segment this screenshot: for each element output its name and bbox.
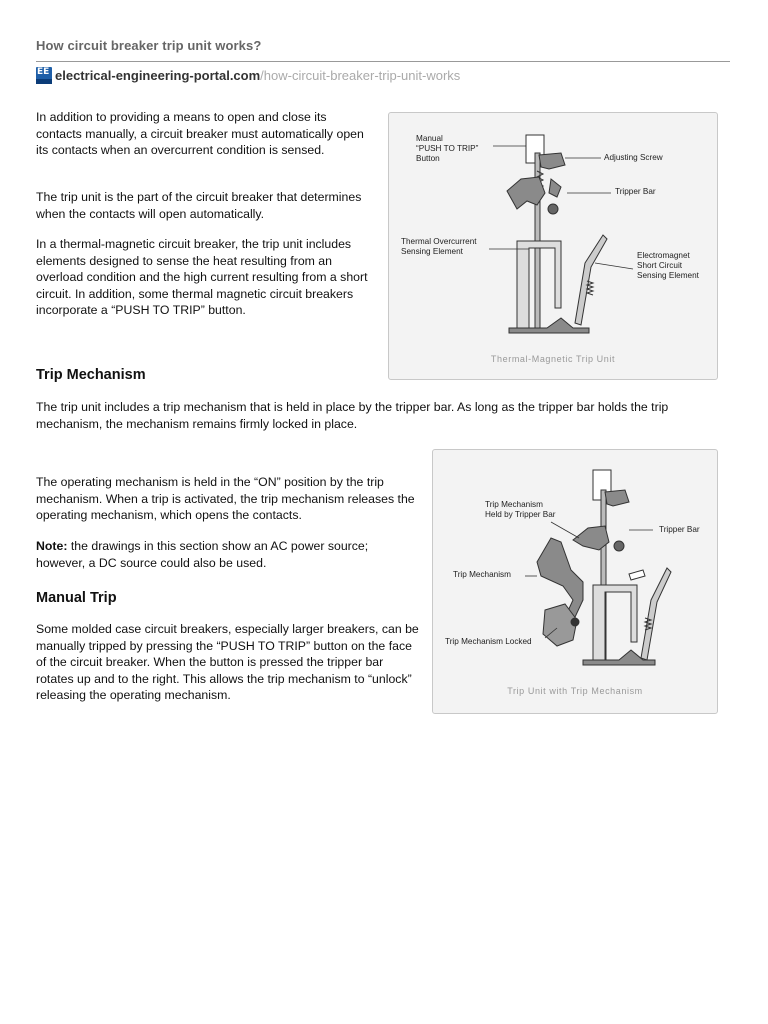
figure-trip-unit-with-trip-mechanism [432,449,718,714]
page-title: How circuit breaker trip unit works? [36,38,262,53]
label-tripper-bar-2: Tripper Bar [659,525,700,534]
figure2-caption: Trip Unit with Trip Mechanism [507,686,643,696]
label-trip-mechanism-locked: Trip Mechanism Locked [445,637,532,646]
trip-mechanism-diagram [433,450,719,715]
figure-thermal-magnetic-trip-unit [388,112,718,380]
note-text: the drawings in this section show an AC power source; however, a DC source could also be used. [36,539,369,570]
source-link[interactable] [36,67,460,84]
title-divider [36,61,730,62]
trip-mechanism-paragraph-1: The trip unit includes a trip mechanism that is held in place by the tripper bar. As long as the tripper bar holds the trip mechanism, the mechanism remains firmly locked in place. [36,400,669,431]
figure1-caption: Thermal-Magnetic Trip Unit [490,354,616,364]
eep-logo-icon: EE [36,67,52,84]
label-manual-push-to-trip-button: Manual “PUSH TO TRIP” Button [416,134,479,163]
intro-paragraph-2: The trip unit is the part of the circuit breaker that determines when the contacts will open automatically. [36,190,362,221]
note-label: Note: [36,539,68,553]
heading-trip-mechanism: Trip Mechanism [36,367,146,383]
source-path[interactable]: /how-circuit-breaker-trip-unit-works [260,68,461,83]
source-domain[interactable]: electrical-engineering-portal.com [55,68,261,83]
label-adjusting-screw: Adjusting Screw [604,153,663,162]
label-trip-mechanism-held-by-tripper-bar: Trip Mechanism Held by Tripper Bar [485,500,556,519]
heading-manual-trip: Manual Trip [36,590,117,606]
intro-paragraph-3: In a thermal-magnetic circuit breaker, the trip unit includes elements designed to sense the heat resulting from an overload condition and the high current resulting from a short circuit. In addition, some thermal magnetic circuit breakers incorporate a “PUSH TO TRIP” button. [36,237,368,318]
label-thermal-overcurrent-element: Thermal Overcurrent Sensing Element [401,237,477,256]
manual-trip-paragraph: Some molded case circuit breakers, especially larger breakers, can be manually tripped by pressing the “PUSH TO TRIP” button on the face of the circuit breaker. When the button is pressed the tripper bar rotates up and to the right. This allows the trip mechanism to “unlock” releasing the operating mechanism. [36,622,419,703]
label-trip-mechanism: Trip Mechanism [453,570,511,579]
trip-mechanism-paragraph-2: The operating mechanism is held in the “ON” position by the trip mechanism. When a trip is activated, the trip mechanism releases the operating mechanism, which opens the contacts. [36,475,415,523]
label-electromagnet: Electromagnet Short Circuit Sensing Element [637,251,699,280]
label-tripper-bar: Tripper Bar [615,187,656,196]
note-paragraph [36,538,416,571]
intro-paragraph-1: In addition to providing a means to open and close its contacts manually, a circuit breaker must automatically open its contacts when an overcurrent condition is sensed. [36,110,364,158]
